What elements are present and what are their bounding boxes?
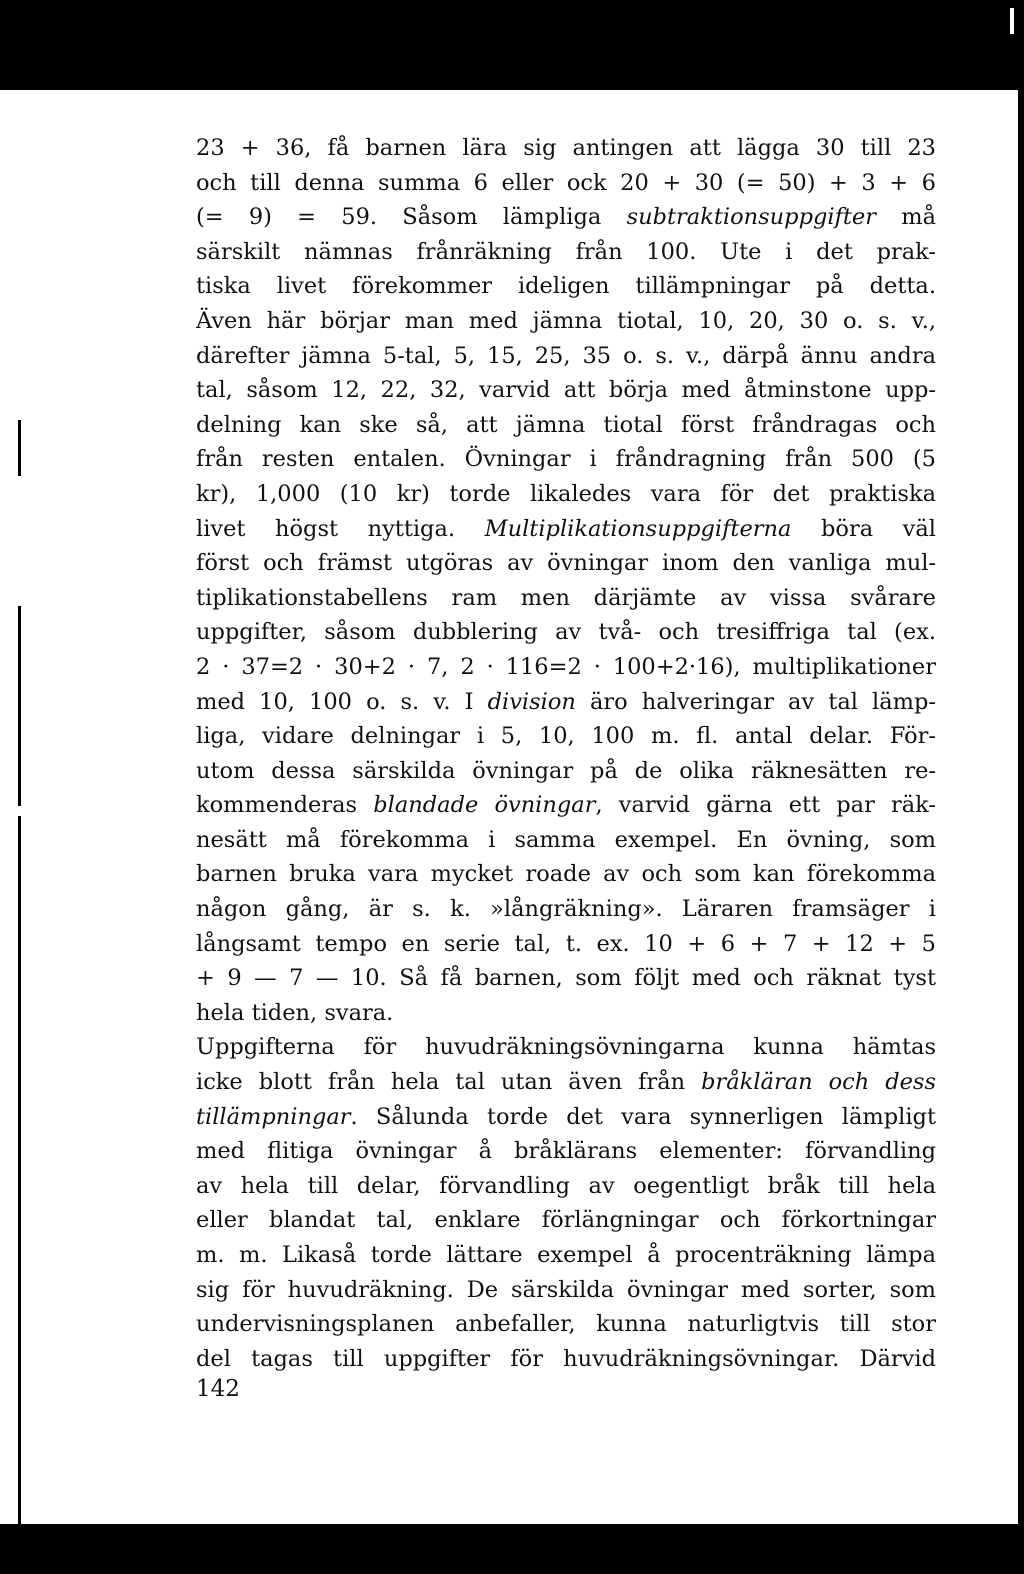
text-segment: från resten entalen. Övningar i fråndragning från 500 (5 xyxy=(196,446,936,473)
text-line xyxy=(196,269,936,304)
text-line xyxy=(196,719,936,754)
text-segment: tal, såsom 12, 22, 32, varvid att börja med åtminstone upp- xyxy=(196,377,936,404)
text-line xyxy=(196,961,936,996)
text-line xyxy=(196,1342,936,1377)
text-segment: av hela till delar, förvandling av oegentligt bråk till hela xyxy=(196,1172,936,1199)
text-line xyxy=(196,892,936,927)
text-segment: (= 9) = 59. Såsom lämpliga xyxy=(196,204,627,231)
text-line xyxy=(196,615,936,650)
text-segment: eller blandat tal, enklare förlängningar och förkortningar xyxy=(196,1207,936,1234)
text-line xyxy=(196,754,936,789)
text-segment: delning kan ske så, att jämna tiotal först fråndragas och xyxy=(196,411,936,438)
text-line xyxy=(196,996,936,1031)
text-line xyxy=(196,442,936,477)
text-line xyxy=(196,1030,936,1065)
text-segment: tiplikationstabellens ram men därjämte av vissa svårare xyxy=(196,584,936,611)
text-segment: Även här börjar man med jämna tiotal, 10, 20, 30 o. s. v., xyxy=(196,307,936,334)
text-segment: , varvid gärna ett par räk- xyxy=(595,792,936,819)
text-segment: kommenderas xyxy=(196,792,374,819)
text-segment: del tagas till uppgifter för huvudräkningsövningar. Därvid xyxy=(196,1345,936,1372)
text-line xyxy=(196,477,936,512)
scan-border-bottom xyxy=(0,1524,1024,1574)
scan-edge-mark xyxy=(18,420,21,476)
scan-border-top xyxy=(0,0,1024,90)
body-text xyxy=(196,131,936,1376)
text-line xyxy=(196,927,936,962)
emphasized-term: bråkläran och dess xyxy=(701,1069,936,1096)
scan-border-right xyxy=(1018,0,1024,1574)
emphasized-term: blandade övningar xyxy=(373,792,596,819)
text-segment: utom dessa särskilda övningar på de olika räknesätten re- xyxy=(196,757,936,784)
text-segment: 23 + 36, få barnen lära sig antingen att lägga 30 till 23 xyxy=(196,135,936,161)
text-line xyxy=(196,304,936,339)
emphasized-term: Multiplikationsuppgifterna xyxy=(484,515,792,542)
text-line xyxy=(196,512,936,547)
text-segment: böra väl xyxy=(791,515,936,542)
text-segment: . Sålunda torde det vara synnerligen lämpligt xyxy=(350,1103,936,1130)
text-segment: 2 · 37=2 · 30+2 · 7, 2 · 116=2 · 100+2·16), multiplikationer xyxy=(196,653,936,680)
text-segment: äro halveringar av tal lämp- xyxy=(575,688,936,715)
text-segment: nesätt må förekomma i samma exempel. En övning, som xyxy=(196,826,936,853)
text-segment: med flitiga övningar å bråklärans elementer: förvandling xyxy=(196,1138,936,1165)
text-line xyxy=(196,166,936,201)
text-segment: långsamt tempo en serie tal, t. ex. 10 + 6 + 7 + 12 + 5 xyxy=(196,930,936,957)
scan-edge-mark xyxy=(18,606,21,806)
text-segment: liga, vidare delningar i 5, 10, 100 m. fl. antal delar. För- xyxy=(196,723,936,750)
text-line xyxy=(196,1100,936,1135)
text-segment: först och främst utgöras av övningar inom den vanliga mul- xyxy=(196,550,936,577)
text-line xyxy=(196,1065,936,1100)
text-segment: hela tiden, svara. xyxy=(196,999,394,1026)
scan-edge-mark xyxy=(18,816,21,1216)
text-segment: någon gång, är s. k. »långräkning». Läraren framsäger i xyxy=(196,896,936,923)
text-line xyxy=(196,1169,936,1204)
text-segment: må xyxy=(876,204,936,231)
text-line xyxy=(196,131,936,166)
text-segment: undervisningsplanen anbefaller, kunna naturligtvis till stor xyxy=(196,1311,936,1338)
page-number: 142 xyxy=(196,1376,240,1402)
text-line xyxy=(196,823,936,858)
text-line xyxy=(196,1307,936,1342)
scan-corner-mark xyxy=(1010,8,1014,34)
emphasized-term: subtraktionsuppgifter xyxy=(626,204,877,231)
text-line xyxy=(196,1273,936,1308)
text-line xyxy=(196,339,936,374)
text-segment: och till denna summa 6 eller ock 20 + 30 (= 50) + 3 + 6 xyxy=(196,169,936,196)
text-segment: icke blott från hela tal utan även från xyxy=(196,1069,702,1096)
scan-edge-mark xyxy=(18,1216,21,1526)
text-line xyxy=(196,546,936,581)
text-segment: därefter jämna 5-tal, 5, 15, 25, 35 o. s. v., därpå ännu andra xyxy=(196,342,936,369)
text-segment: särskilt nämnas frånräkning från 100. Ute i det prak- xyxy=(196,238,936,265)
text-line xyxy=(196,581,936,616)
emphasized-term: division xyxy=(487,688,576,715)
text-line xyxy=(196,235,936,270)
text-line xyxy=(196,408,936,443)
text-line xyxy=(196,788,936,823)
text-segment: barnen bruka vara mycket roade av och som kan förekomma xyxy=(196,861,936,888)
text-segment: m. m. Likaså torde lättare exempel å procenträkning lämpa xyxy=(196,1242,936,1268)
text-segment: Uppgifterna för huvudräkningsövningarna kunna hämtas xyxy=(196,1034,936,1061)
text-line xyxy=(196,1203,936,1238)
text-line xyxy=(196,373,936,408)
text-segment: livet högst nyttiga. xyxy=(196,515,485,542)
text-line xyxy=(196,685,936,720)
text-line xyxy=(196,650,936,685)
text-line xyxy=(196,1134,936,1169)
text-segment: + 9 — 7 — 10. Så få barnen, som följt med och räknat tyst xyxy=(196,965,936,992)
text-line xyxy=(196,200,936,235)
text-segment: tiska livet förekommer ideligen tillämpningar på detta. xyxy=(196,273,936,300)
text-line xyxy=(196,857,936,892)
text-segment: sig för huvudräkning. De särskilda övningar med sorter, som xyxy=(196,1276,936,1303)
text-line xyxy=(196,1238,936,1273)
text-segment: uppgifter, såsom dubblering av två- och tresiffriga tal (ex. xyxy=(196,619,936,646)
text-segment: med 10, 100 o. s. v. I xyxy=(196,688,488,715)
text-segment: kr), 1,000 (10 kr) torde likaledes vara för det praktiska xyxy=(196,480,936,507)
emphasized-term: tillämpningar xyxy=(196,1103,351,1130)
